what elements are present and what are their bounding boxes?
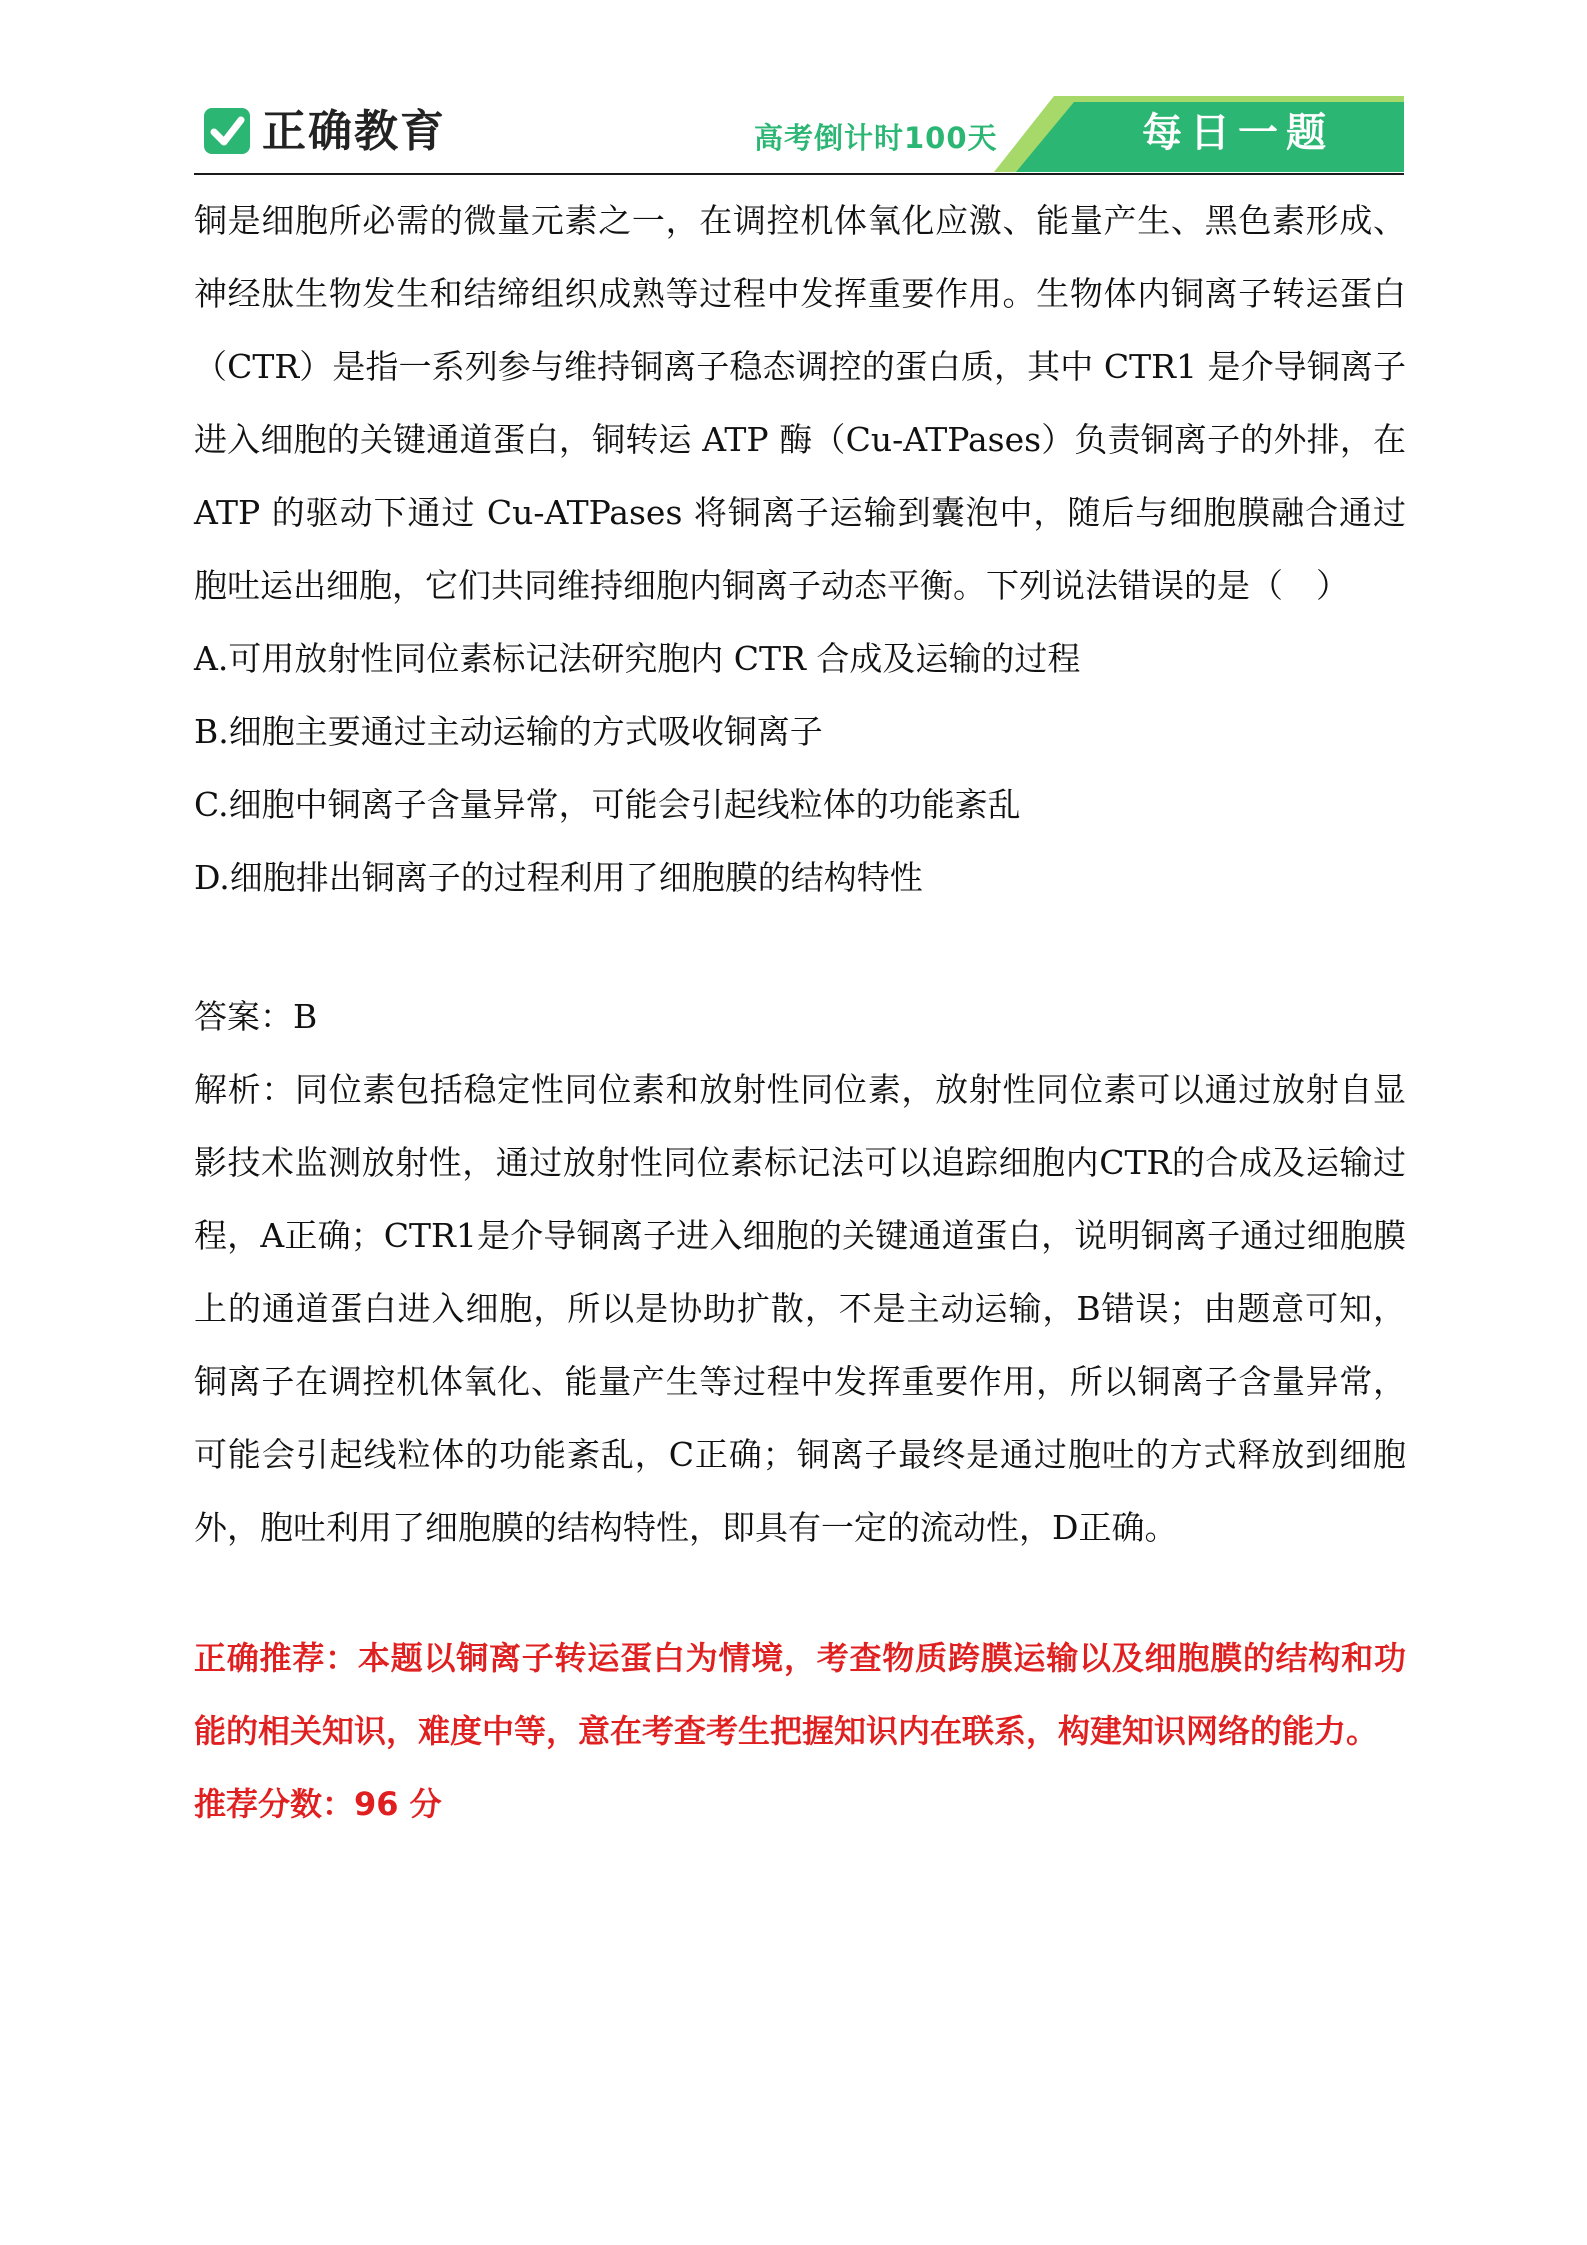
option-d: D.细胞排出铜离子的过程利用了细胞膜的结构特性 [194,858,923,897]
brand-name: 正确教育 [262,106,446,157]
recommended-score: 推荐分数：96 分 [194,1785,442,1823]
option-c: C.细胞中铜离子含量异常，可能会引起线粒体的功能紊乱 [194,785,1021,824]
analysis-text: 解析：同位素包括稳定性同位素和放射性同位素，放射性同位素可以通过放射自显影技术监测放射性，通过放射性同位素标记法可以追踪细胞内CTR的合成及运输过程，A正确；CTR1是介导铜离子进入细胞的关键通道蛋白，说明铜离子通过细胞膜上的通道蛋白进入细胞，所以是协助扩散，不是主动运输，B错误；由题意可知，铜离子在调控机体氧化、能量产生等过程中发挥重要作用，所以铜离子含量异常，可能会引起线粒体的功能紊乱，C正确；铜离子最终是通过胞吐的方式释放到细胞外，胞吐利用了细胞膜的结构特性，即具有一定的流动性，D正确。 [194,1070,1406,1547]
daily-question-banner: 每日一题 [1142,110,1334,156]
question-content [194,184,1406,1841]
recommendation-text: 正确推荐：本题以铜离子转运蛋白为情境，考查物质跨膜运输以及细胞膜的结构和功能的相关知识，难度中等，意在考查考生把握知识内在联系，构建知识网络的能力。 [194,1639,1406,1750]
countdown-label: 高考倒计时100天 [754,121,998,155]
header-divider [194,173,1404,175]
page-header [194,96,1404,174]
option-a: A.可用放射性同位素标记法研究胞内 CTR 合成及运输的过程 [194,639,1081,678]
option-b: B.细胞主要通过主动运输的方式吸收铜离子 [194,712,823,751]
check-icon [204,108,250,154]
question-stem: 铜是细胞所必需的微量元素之一，在调控机体氧化应激、能量产生、黑色素形成、神经肽生物发生和结缔组织成熟等过程中发挥重要作用。生物体内铜离子转运蛋白（CTR）是指一系列参与维持铜离子稳态调控的蛋白质，其中 CTR1 是介导铜离子进入细胞的关键通道蛋白，铜转运 ATP 酶（Cu-ATPases）负责铜离子的外排，在 ATP 的驱动下通过 Cu-ATPases 将铜离子运输到囊泡中，随后与细胞膜融合通过胞吐运出细胞，它们共同维持细胞内铜离子动态平衡。下列说法错误的是（ ） [194,201,1406,605]
answer-line: 答案：B [194,997,318,1036]
